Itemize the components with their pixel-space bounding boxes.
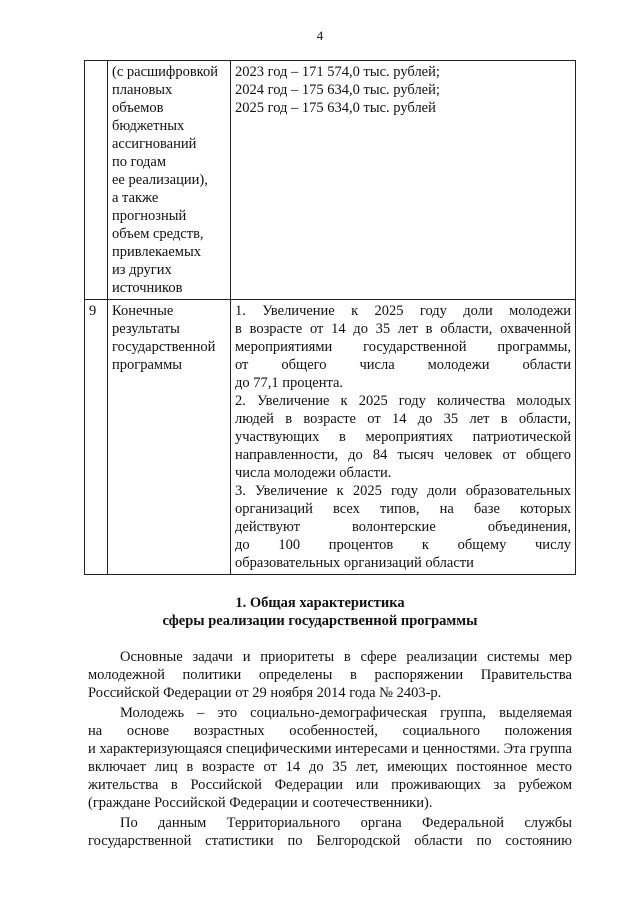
paragraph-line: государственной статистики по Белгородской области по состоянию <box>88 833 572 849</box>
label-line: а также <box>112 190 159 206</box>
label-line: ее реализации), <box>112 172 208 188</box>
label-line: государственной <box>112 339 216 355</box>
paragraph-line: Российской Федерации от 29 ноября 2014 года № 2403-р. <box>88 685 442 701</box>
paragraph-line: и характеризующаяся специфическими интересами и ценностями. Эта группа <box>88 741 572 757</box>
value-line: до 100 процентов к общему числу <box>235 537 571 553</box>
value-line: 2024 год – 175 634,0 тыс. рублей; <box>235 82 440 98</box>
paragraph-line: (граждане Российской Федерации и соотечественники). <box>88 795 433 811</box>
value-line: организаций всех типов, на базе которых <box>235 501 571 517</box>
row-label <box>108 61 231 300</box>
row-value <box>231 61 576 300</box>
paragraph-line: включает лиц в возрасте от 14 до 35 лет, имеющих постоянное место <box>88 759 572 775</box>
paragraph-line: жительства в Российской Федерации или проживающих за рубежом <box>88 777 572 793</box>
value-line: действуют волонтерские объединения, <box>235 519 571 535</box>
paragraph-line: Молодежь – это социально-демографическая группа, выделяемая <box>120 705 572 721</box>
value-line: 2025 год – 175 634,0 тыс. рублей <box>235 100 436 116</box>
label-line: объемов <box>112 100 164 116</box>
value-line: числа молодежи области. <box>235 465 392 481</box>
paragraph <box>88 648 572 702</box>
label-line: источников <box>112 280 183 296</box>
label-line: из других <box>112 262 172 278</box>
value-line: 1. Увеличение к 2025 году доли молодежи <box>235 303 571 319</box>
paragraph-line: По данным Территориального органа Федеральной службы <box>120 815 572 831</box>
label-line: результаты <box>112 321 180 337</box>
table-row-results <box>85 300 576 575</box>
paragraph-line: молодежной политики определены в распоряжении Правительства <box>88 667 572 683</box>
value-line: образовательных организаций области <box>235 555 474 571</box>
value-line: мероприятиями государственной программы, <box>235 339 571 355</box>
value-line: 2023 год – 171 574,0 тыс. рублей; <box>235 64 440 80</box>
paragraph-line: на основе возрастных особенностей, социального положения <box>88 723 572 739</box>
section-heading <box>0 594 640 630</box>
value-line: направленности, до 84 тысяч человек от общего <box>235 447 571 463</box>
label-line: (с расшифровкой <box>112 64 218 80</box>
paragraph <box>88 814 572 850</box>
label-line: объем средств, <box>112 226 204 242</box>
value-line: 3. Увеличение к 2025 году доли образовательных <box>235 483 571 499</box>
row-number <box>85 61 108 300</box>
paragraph <box>88 704 572 812</box>
label-line: по годам <box>112 154 167 170</box>
page-number: 4 <box>316 28 324 43</box>
label-line: прогнозный <box>112 208 187 224</box>
label-line: программы <box>112 357 182 373</box>
value-line: от общего числа молодежи области <box>235 357 571 373</box>
value-line: до 77,1 процента. <box>235 375 344 391</box>
value-line: 2. Увеличение к 2025 году количества молодых <box>235 393 571 409</box>
table-row-funding <box>85 61 576 300</box>
label-line: бюджетных <box>112 118 185 134</box>
label-line: ассигнований <box>112 136 197 152</box>
value-line: в возрасте от 14 до 35 лет в области, охваченной <box>235 321 571 337</box>
label-line: Конечные <box>112 303 174 319</box>
label-line: привлекаемых <box>112 244 201 260</box>
row-label <box>108 300 231 575</box>
value-line: участвующих в мероприятиях патриотической <box>235 429 571 445</box>
program-passport-table <box>84 60 576 575</box>
label-line: плановых <box>112 82 173 98</box>
section-title-line: 1. Общая характеристика <box>235 595 405 611</box>
value-line: людей в возрасте от 14 до 35 лет в области, <box>235 411 571 427</box>
paragraph-line: Основные задачи и приоритеты в сфере реализации системы мер <box>120 649 572 665</box>
row-number: 9 <box>85 300 108 575</box>
section-title-line: сферы реализации государственной программы <box>162 613 478 629</box>
row-value <box>231 300 576 575</box>
body-text <box>88 648 572 852</box>
